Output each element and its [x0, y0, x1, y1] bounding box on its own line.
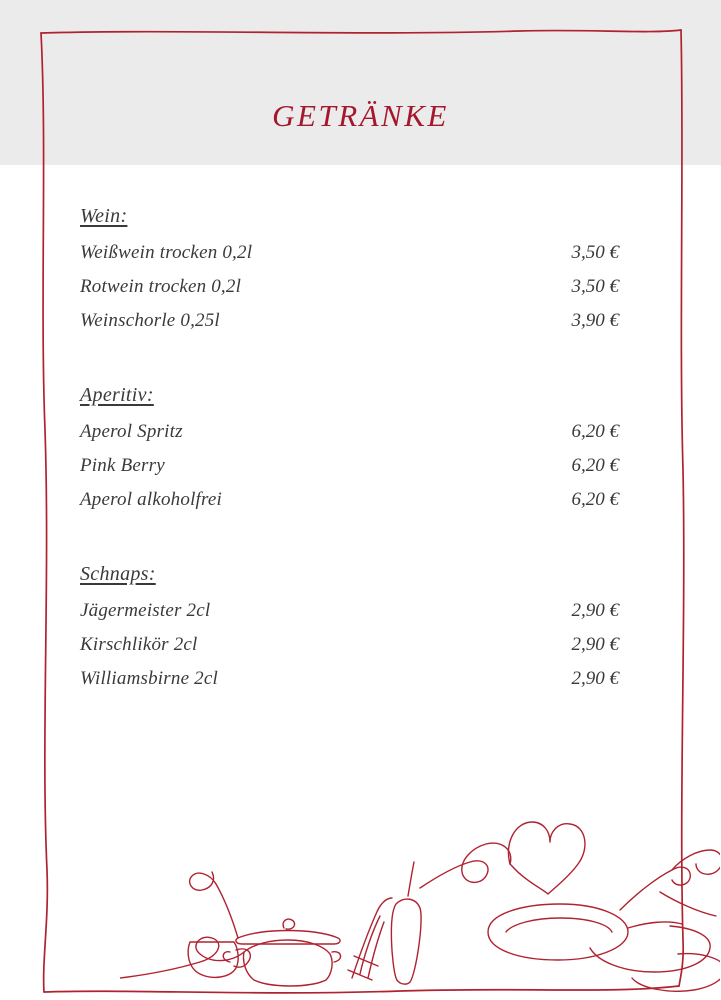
section-spacer — [80, 539, 625, 563]
item-name: Pink Berry — [80, 455, 165, 476]
item-price: 3,50 € — [571, 276, 619, 297]
item-name: Aperol Spritz — [80, 421, 183, 442]
item-price: 6,20 € — [571, 455, 619, 476]
item-name: Kirschlikör 2cl — [80, 634, 198, 655]
menu-section-wein — [80, 205, 625, 332]
menu-item — [80, 310, 625, 332]
menu-item — [80, 276, 625, 298]
item-name: Aperol alkoholfrei — [80, 489, 223, 510]
item-price: 6,20 € — [571, 489, 619, 510]
section-title: Wein: — [80, 205, 128, 227]
item-price: 3,50 € — [571, 242, 619, 263]
menu-item — [80, 668, 625, 690]
menu-item — [80, 455, 625, 477]
item-price: 6,20 € — [571, 421, 619, 442]
menu-section-schnaps — [80, 563, 625, 690]
item-name: Jägermeister 2cl — [80, 600, 211, 621]
kitchen-utensils-illustration — [120, 792, 720, 992]
menu-item — [80, 489, 625, 511]
header-band — [0, 0, 721, 165]
item-price: 3,90 € — [571, 310, 619, 331]
item-name: Williamsbirne 2cl — [80, 668, 218, 689]
item-name: Weinschorle 0,25l — [80, 310, 220, 331]
section-spacer — [80, 360, 625, 384]
menu-content — [80, 205, 625, 718]
menu-item — [80, 421, 625, 443]
item-price: 2,90 € — [571, 668, 619, 689]
section-title: Aperitiv: — [80, 384, 154, 406]
item-name: Rotwein trocken 0,2l — [80, 276, 242, 297]
menu-section-aperitiv — [80, 384, 625, 511]
item-price: 2,90 € — [571, 600, 619, 621]
item-name: Weißwein trocken 0,2l — [80, 242, 253, 263]
menu-item — [80, 242, 625, 264]
menu-item — [80, 634, 625, 656]
section-title: Schnaps: — [80, 563, 156, 585]
page-title: GETRÄNKE — [272, 98, 449, 133]
item-price: 2,90 € — [571, 634, 619, 655]
menu-item — [80, 600, 625, 622]
